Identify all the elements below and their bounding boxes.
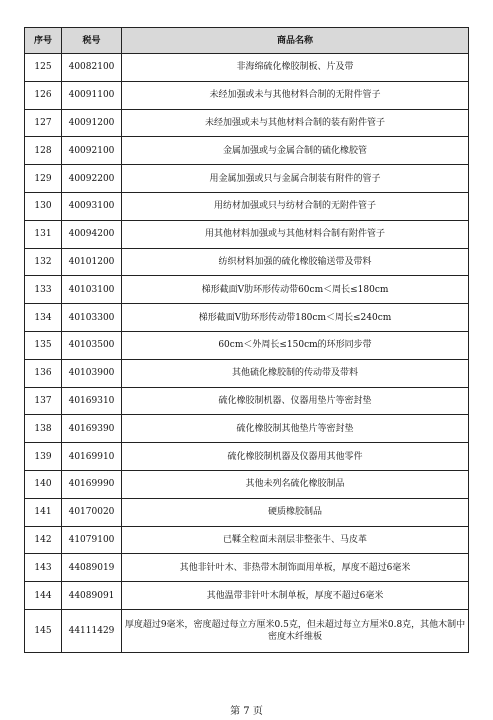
- table-row: [25, 81, 469, 109]
- table-row: [25, 526, 469, 554]
- table-row: [25, 415, 469, 443]
- cell-product-name: 其他温带非针叶木制单板，厚度不超过6毫米: [122, 582, 469, 610]
- cell-tax-code: 40092200: [62, 165, 122, 193]
- cell-index: 143: [25, 554, 62, 582]
- cell-product-name: 未经加强或未与其他材料合制的无附件管子: [122, 81, 469, 109]
- header-product-name: 商品名称: [122, 28, 469, 54]
- cell-tax-code: 44089019: [62, 554, 122, 582]
- cell-tax-code: 40082100: [62, 54, 122, 82]
- cell-index: 135: [25, 331, 62, 359]
- cell-index: 136: [25, 359, 62, 387]
- cell-tax-code: 40169390: [62, 415, 122, 443]
- cell-index: 138: [25, 415, 62, 443]
- table-row: [25, 443, 469, 471]
- cell-tax-code: 40169310: [62, 387, 122, 415]
- table-row: [25, 609, 469, 652]
- cell-index: 134: [25, 304, 62, 332]
- cell-tax-code: 40093100: [62, 192, 122, 220]
- cell-index: 144: [25, 582, 62, 610]
- cell-product-name: 金属加强或与金属合制的硫化橡胶管: [122, 137, 469, 165]
- table-row: [25, 470, 469, 498]
- cell-product-name: 其他硫化橡胶制的传动带及带料: [122, 359, 469, 387]
- cell-product-name: 硫化橡胶制机器及仪器用其他零件: [122, 443, 469, 471]
- cell-index: 127: [25, 109, 62, 137]
- cell-product-name: 60cm＜外周长≤150cm的环形同步带: [122, 331, 469, 359]
- cell-tax-code: 40169910: [62, 443, 122, 471]
- cell-tax-code: 40091200: [62, 109, 122, 137]
- cell-tax-code: 40091100: [62, 81, 122, 109]
- table-row: [25, 109, 469, 137]
- cell-tax-code: 40103300: [62, 304, 122, 332]
- cell-product-name: 用金属加强或只与金属合制装有附件的管子: [122, 165, 469, 193]
- cell-product-name: 非海绵硫化橡胶制板、片及带: [122, 54, 469, 82]
- cell-product-name: 已鞣全粒面未剖层非整张牛、马皮革: [122, 526, 469, 554]
- cell-tax-code: 40103100: [62, 276, 122, 304]
- table-row: [25, 192, 469, 220]
- cell-tax-code: 40103500: [62, 331, 122, 359]
- cell-product-name: 用其他材料加强或与其他材料合制有附件管子: [122, 220, 469, 248]
- header-tax-code: 税号: [62, 28, 122, 54]
- cell-tax-code: 40094200: [62, 220, 122, 248]
- cell-tax-code: 40169990: [62, 470, 122, 498]
- cell-tax-code: 44089091: [62, 582, 122, 610]
- table-row: [25, 54, 469, 82]
- cell-tax-code: 44111429: [62, 609, 122, 652]
- cell-index: 125: [25, 54, 62, 82]
- cell-product-name: 其他未列名硫化橡胶制品: [122, 470, 469, 498]
- table-row: [25, 554, 469, 582]
- cell-product-name: 硫化橡胶制其他垫片等密封垫: [122, 415, 469, 443]
- table-row: [25, 220, 469, 248]
- cell-product-name: 硫化橡胶制机器、仪器用垫片等密封垫: [122, 387, 469, 415]
- cell-index: 132: [25, 248, 62, 276]
- cell-product-name: 未经加强或未与其他材料合制的装有附件管子: [122, 109, 469, 137]
- table-row: [25, 582, 469, 610]
- cell-index: 128: [25, 137, 62, 165]
- cell-index: 133: [25, 276, 62, 304]
- header-row: [25, 28, 469, 54]
- page-number: 第 7 页: [230, 706, 263, 717]
- cell-product-name: 硬质橡胶制品: [122, 498, 469, 526]
- cell-product-name: 梯形截面V肋环形传动带180cm＜周长≤240cm: [122, 304, 469, 332]
- tariff-table: [24, 27, 469, 653]
- cell-index: 140: [25, 470, 62, 498]
- cell-product-name: 用纺材加强或只与纺材合制的无附件管子: [122, 192, 469, 220]
- cell-tax-code: 40170020: [62, 498, 122, 526]
- table-row: [25, 304, 469, 332]
- table-row: [25, 331, 469, 359]
- table-row: [25, 248, 469, 276]
- cell-index: 131: [25, 220, 62, 248]
- cell-tax-code: 40092100: [62, 137, 122, 165]
- table-row: [25, 165, 469, 193]
- table-row: [25, 276, 469, 304]
- cell-index: 126: [25, 81, 62, 109]
- cell-index: 137: [25, 387, 62, 415]
- cell-product-name: 厚度超过9毫米，密度超过每立方厘米0.5克，但未超过每立方厘米0.8克，其他木制中密度木纤维板: [122, 609, 469, 652]
- cell-index: 145: [25, 609, 62, 652]
- table-body: [25, 54, 469, 653]
- cell-product-name: 梯形截面V肋环形传动带60cm＜周长≤180cm: [122, 276, 469, 304]
- table-header: [25, 28, 469, 54]
- cell-index: 141: [25, 498, 62, 526]
- cell-index: 142: [25, 526, 62, 554]
- header-index: 序号: [25, 28, 62, 54]
- cell-tax-code: 41079100: [62, 526, 122, 554]
- cell-product-name: 纺织材料加强的硫化橡胶输送带及带料: [122, 248, 469, 276]
- cell-index: 139: [25, 443, 62, 471]
- table-row: [25, 498, 469, 526]
- table-row: [25, 359, 469, 387]
- table-row: [25, 137, 469, 165]
- cell-index: 129: [25, 165, 62, 193]
- cell-product-name: 其他非针叶木、非热带木制饰面用单板，厚度不超过6毫米: [122, 554, 469, 582]
- cell-index: 130: [25, 192, 62, 220]
- table-row: [25, 387, 469, 415]
- cell-tax-code: 40101200: [62, 248, 122, 276]
- cell-tax-code: 40103900: [62, 359, 122, 387]
